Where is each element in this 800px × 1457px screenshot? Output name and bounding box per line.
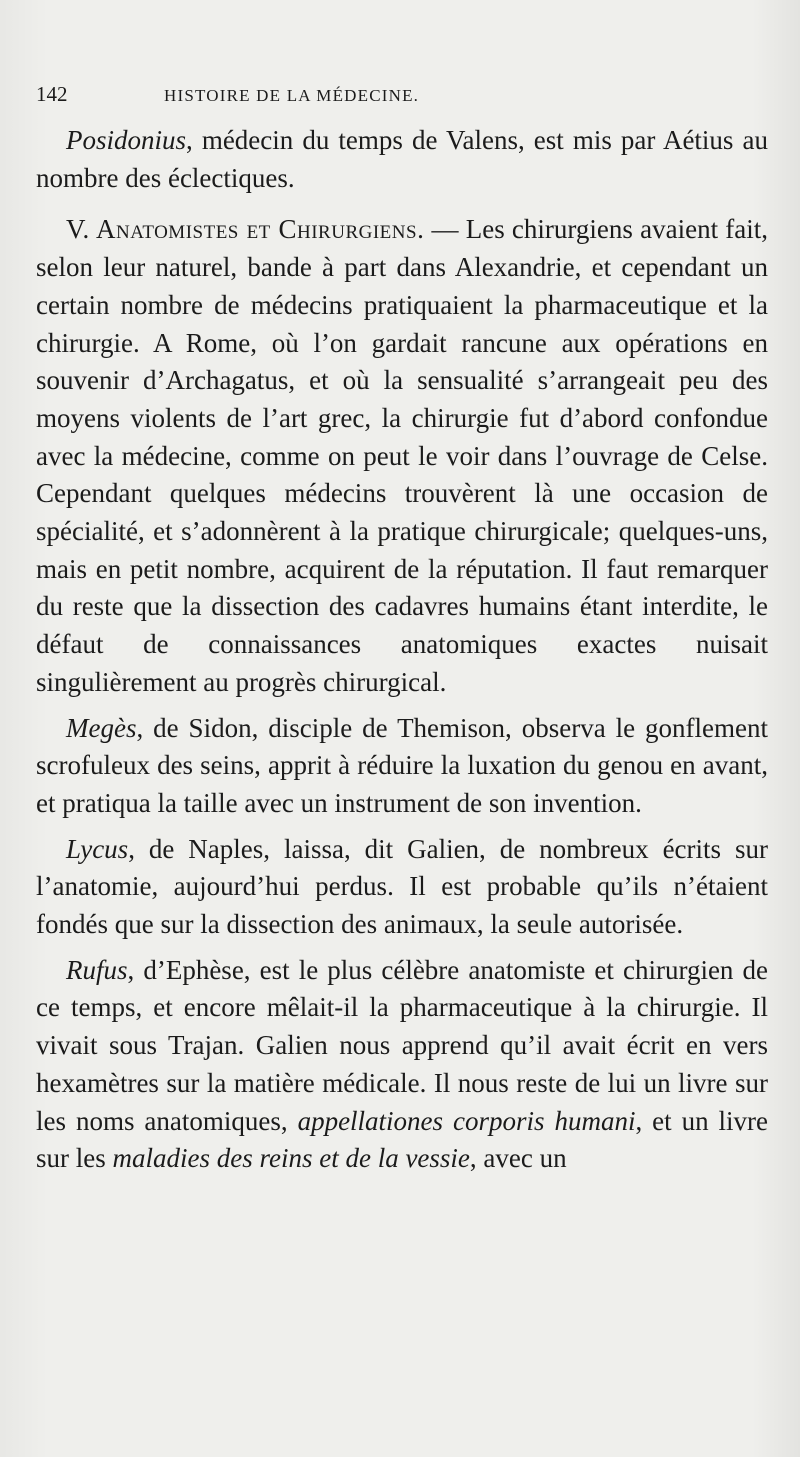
paragraph-posidonius bbox=[36, 122, 768, 197]
paragraph-text: , avec un bbox=[469, 1143, 567, 1174]
page-body bbox=[36, 122, 768, 1178]
person-name: Posidonius bbox=[66, 125, 187, 155]
page-header bbox=[36, 82, 768, 122]
paragraph-section-v bbox=[36, 211, 768, 701]
paragraph-text: , de Naples, laissa, dit Galien, de nombreux écrits sur l’anatomie, aujourd’hui perdus. Il est probable qu’ils n’étaient fondés que sur la dissection des animaux, la seule autorisée. bbox=[36, 833, 768, 940]
paragraph-lycus bbox=[36, 831, 768, 944]
paragraph-rufus bbox=[36, 952, 768, 1178]
page-number: 142 bbox=[36, 82, 68, 106]
work-title: maladies des reins et de la vessie bbox=[112, 1143, 470, 1174]
section-heading: V. Anatomistes et Chirurgiens. bbox=[66, 214, 425, 245]
paragraph-text: , médecin du temps de Valens, est mis par Aétius au nombre des éclectiques. bbox=[36, 125, 768, 193]
person-name: Megès bbox=[66, 712, 137, 743]
running-title: HISTOIRE DE LA MÉDECINE. bbox=[164, 86, 420, 105]
work-title: appellationes corporis humani bbox=[297, 1105, 636, 1136]
paragraph-text: , et un livre sur les bbox=[36, 1105, 769, 1174]
person-name: Rufus bbox=[66, 954, 128, 985]
paragraph-text: , d’Ephèse, est le plus célèbre anatomiste et chirurgien de ce temps, et encore mêlait-il la pharmaceutique à la chirurgie. Il vivait sous Trajan. Galien nous apprend qu’il avait écrit en vers hexamètres sur la matière médicale. Il nous reste de lui un livre sur les noms anatomiques, bbox=[36, 954, 768, 1136]
paragraph-text: — Les chirurgiens avaient fait, selon leur naturel, bande à part dans Alexandrie, et cependant un certain nombre de médecins pratiquaient la pharmaceutique et la chirurgie. A Rome, où l’on gardait rancune aux opérations en souvenir d’Archagatus, et où la sensualité s’arrangeait peu des moyens violents de l’art grec, la chirurgie fut d’abord confondue avec la médecine, comme on peut le voir dans l’ouvrage de Celse. Cependant quelques médecins trouvèrent là une occasion de spécialité, et s’adonnèrent à la pratique chirurgicale; quelques-uns, mais en petit nombre, acquirent de la réputation. Il faut remarquer du reste que la dissection des cadavres humains étant interdite, le défaut de connaissances anatomiques exactes nuisait singulièrement au progrès chirurgical. bbox=[36, 214, 769, 697]
paragraph-text: , de Sidon, disciple de Themison, observa le gonflement scrofuleux des seins, apprit à réduire la luxation du genou en avant, et pratiqua la taille avec un instrument de son invention. bbox=[36, 712, 768, 818]
person-name: Lycus bbox=[66, 833, 129, 864]
paragraph-meges bbox=[36, 710, 768, 823]
